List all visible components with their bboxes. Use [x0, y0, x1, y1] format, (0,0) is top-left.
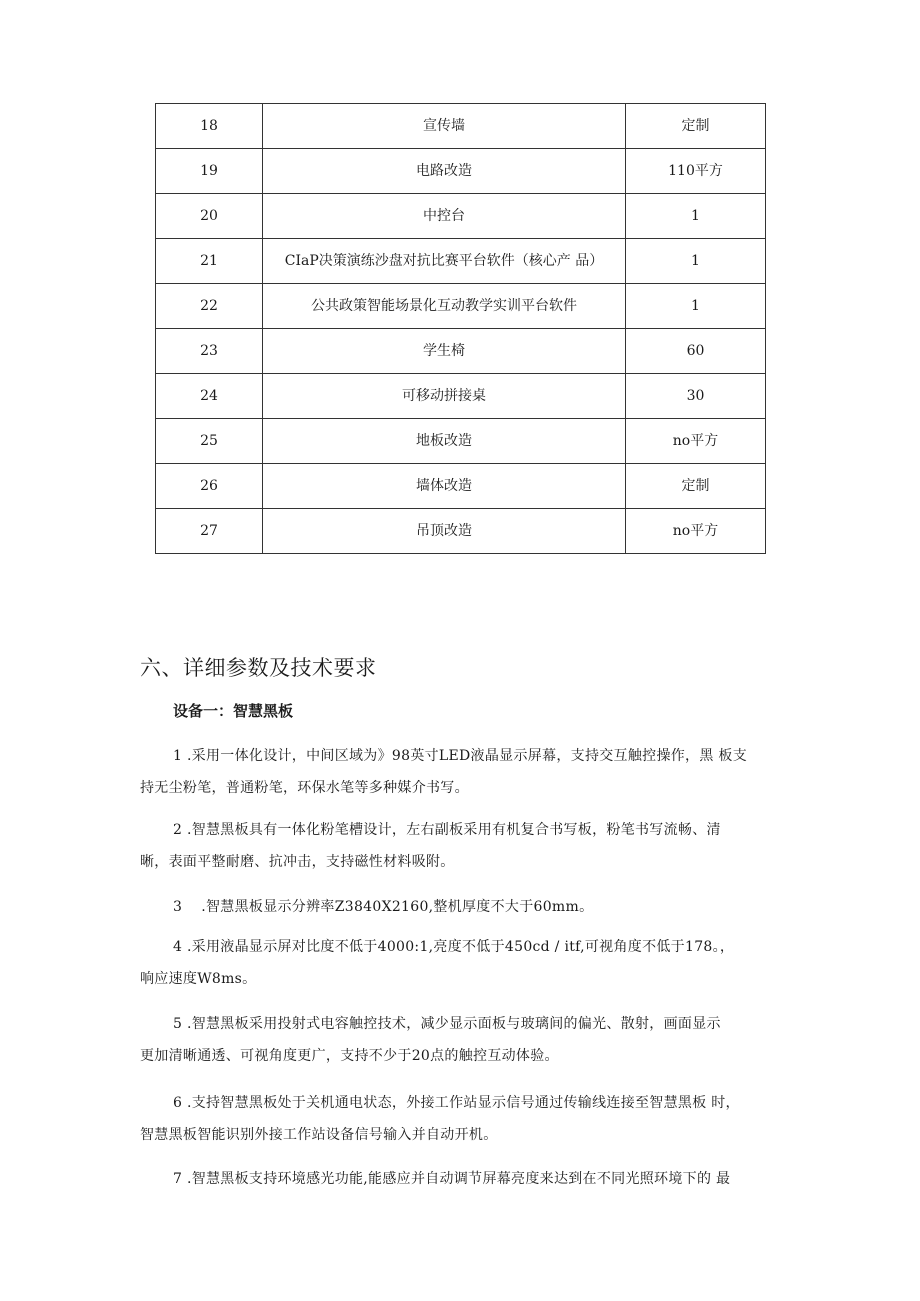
item-quantity: no平方 [626, 419, 766, 464]
row-number: 18 [156, 104, 263, 149]
paragraph-line: 更加清晰通透、可视角度更广，支持不少于20点的触控互动体验。 [140, 1048, 559, 1064]
equipment-table-body [156, 104, 766, 554]
row-number: 23 [156, 329, 263, 374]
paragraph-line: 6 .支持智慧黑板处于关机通电状态，外接工作站显示信号通过传输线连接至智慧黑板 时， [173, 1095, 740, 1111]
paragraph [140, 1008, 795, 1072]
section-heading: 六、详细参数及技术要求 [140, 656, 377, 680]
item-quantity: 1 [626, 194, 766, 239]
item-quantity: 定制 [626, 104, 766, 149]
table-row [156, 419, 766, 464]
item-name: 可移动拼接桌 [263, 374, 626, 419]
paragraph-line: 5 .智慧黑板采用投射式电容触控技术，减少显示面板与玻璃间的偏光、散射，画面显示 [173, 1016, 721, 1032]
row-number: 19 [156, 149, 263, 194]
table-row [156, 464, 766, 509]
row-number: 26 [156, 464, 263, 509]
item-quantity: 1 [626, 239, 766, 284]
row-number: 25 [156, 419, 263, 464]
paragraph-line: 2 .智慧黑板具有一体化粉笔槽设计，左右副板采用有机复合书写板，粉笔书写流畅、清 [173, 822, 721, 838]
row-number: 21 [156, 239, 263, 284]
paragraph [140, 1163, 795, 1195]
paragraph-line: 智慧黑板智能识别外接工作站设备信号输入并自动开机。 [140, 1127, 498, 1143]
row-number: 27 [156, 509, 263, 554]
row-number: 24 [156, 374, 263, 419]
item-name: 公共政策智能场景化互动教学实训平台软件 [263, 284, 626, 329]
table-row [156, 284, 766, 329]
item-name: 电路改造 [263, 149, 626, 194]
paragraph-line: 7 .智慧黑板支持环境感光功能,能感应并自动调节屏幕亮度来达到在不同光照环境下的 最 [173, 1171, 731, 1187]
paragraph [140, 740, 795, 804]
item-quantity: 110平方 [626, 149, 766, 194]
paragraph [140, 814, 795, 878]
table-row [156, 509, 766, 554]
paragraph-line: 持无尘粉笔，普通粉笔，环保水笔等多种媒介书写。 [140, 780, 469, 796]
item-quantity: 定制 [626, 464, 766, 509]
item-name: 墙体改造 [263, 464, 626, 509]
item-name: CIaP决策演练沙盘对抗比赛平台软件（核心产 品） [263, 239, 626, 284]
item-name: 地板改造 [263, 419, 626, 464]
paragraph [140, 1087, 795, 1151]
paragraph [140, 931, 795, 995]
paragraph-line: 晰，表面平整耐磨、抗冲击，支持磁性材料吸附。 [140, 854, 455, 870]
row-number: 22 [156, 284, 263, 329]
table-row [156, 329, 766, 374]
item-name: 吊顶改造 [263, 509, 626, 554]
item-quantity: 30 [626, 374, 766, 419]
paragraph-line: 3 .智慧黑板显示分辨率Z3840X2160,整机厚度不大于60mm。 [173, 899, 594, 915]
item-quantity: 60 [626, 329, 766, 374]
row-number: 20 [156, 194, 263, 239]
table-row [156, 374, 766, 419]
item-quantity: 1 [626, 284, 766, 329]
item-name: 宣传墙 [263, 104, 626, 149]
table-row [156, 239, 766, 284]
item-name: 学生椅 [263, 329, 626, 374]
paragraph [140, 891, 795, 923]
paragraph-line: 4 .采用液晶显示屏对比度不低于4000:1,亮度不低于450cd / itf,可视角度不低于178。， [173, 939, 735, 955]
paragraph-line: 响应速度W8ms。 [140, 971, 257, 987]
paragraph-line: 1 .采用一体化设计，中间区域为》98英寸LED液晶显示屏幕，支持交互触控操作，黑 板支 [173, 748, 748, 764]
table-row [156, 149, 766, 194]
table-row [156, 104, 766, 149]
equipment-table [155, 103, 766, 554]
item-name: 中控台 [263, 194, 626, 239]
table-row [156, 194, 766, 239]
device-subheading: 设备一：智慧黑板 [173, 702, 294, 720]
item-quantity: no平方 [626, 509, 766, 554]
